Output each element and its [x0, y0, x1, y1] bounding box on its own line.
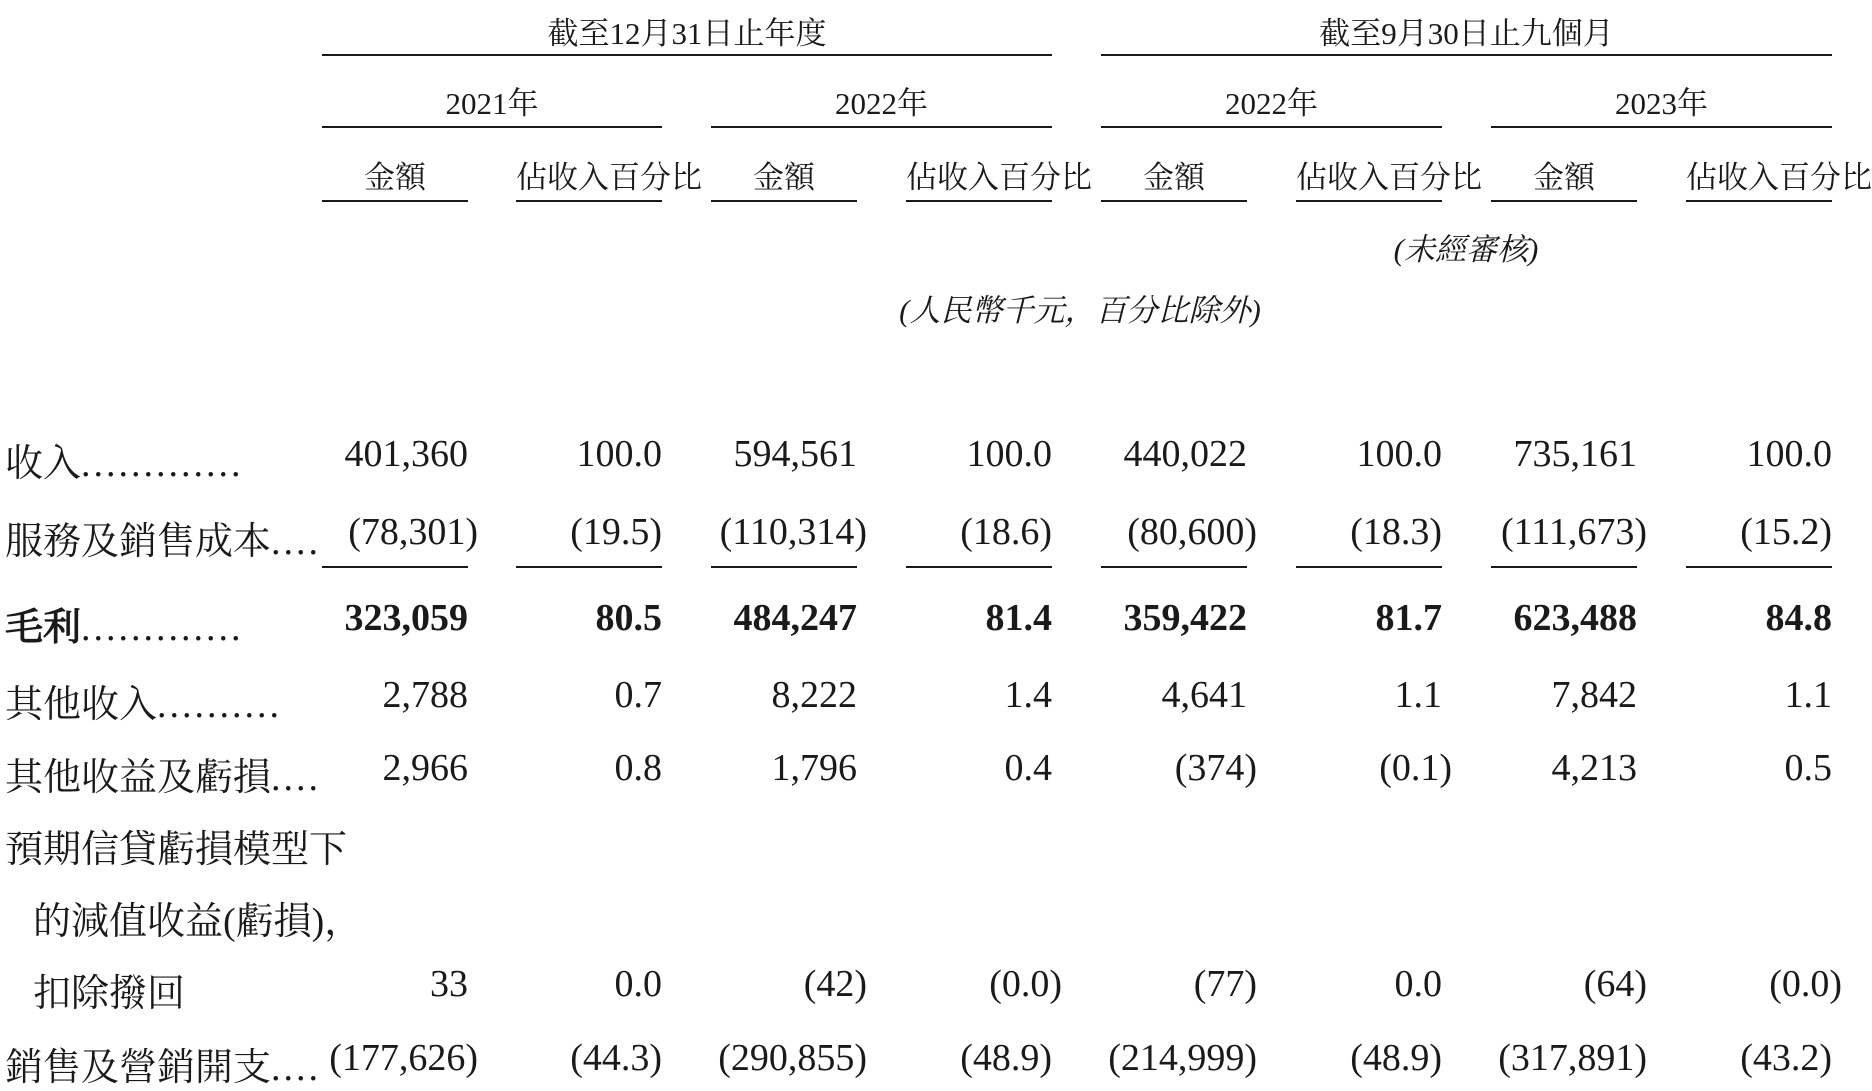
- cell-value: 1.1: [1394, 674, 1442, 716]
- row-label-text: 毛利: [5, 607, 82, 649]
- cell-value: (42): [803, 963, 867, 1005]
- row-label-impairment-line3: 扣除撥回: [33, 973, 186, 1015]
- dot-leader: .............: [81, 607, 244, 649]
- cell-value: 80.5: [595, 597, 662, 639]
- cell-value: 8,222: [771, 674, 857, 716]
- period-rule-fy: [322, 54, 1052, 56]
- col-label-amount: 金額: [364, 160, 426, 195]
- cell-value: (48.9): [1350, 1037, 1442, 1079]
- cell-value: 0.0: [1394, 963, 1442, 1005]
- cell-value: 81.4: [985, 597, 1052, 639]
- cell-value: 359,422: [1123, 597, 1247, 639]
- subtotal-rule: [1491, 566, 1637, 568]
- cell-value: (317,891): [1498, 1037, 1647, 1079]
- cell-value: (110,314): [719, 511, 867, 553]
- col-rule: [322, 200, 468, 202]
- cell-value: 1,796: [771, 747, 857, 789]
- period-header-fy: 截至12月31日止年度: [547, 16, 827, 51]
- cell-value: 33: [430, 963, 468, 1005]
- row-label-text: 銷售及營銷開支: [5, 1047, 272, 1089]
- dot-leader: ..........: [157, 684, 283, 726]
- cell-value: (78,301): [348, 511, 478, 553]
- cell-value: 4,641: [1161, 674, 1247, 716]
- cell-value: 0.4: [1004, 747, 1052, 789]
- cell-value: 401,360: [344, 433, 468, 475]
- cell-value: (18.3): [1350, 511, 1442, 553]
- subtotal-rule: [906, 566, 1052, 568]
- cell-value: 100.0: [966, 433, 1052, 475]
- year-header-2021: 2021年: [445, 86, 539, 121]
- year-header-2023: 2023年: [1615, 86, 1708, 121]
- year-rule-2022-9m: [1101, 126, 1442, 128]
- cell-value: (18.6): [960, 511, 1052, 553]
- cell-value: 100.0: [576, 433, 662, 475]
- unaudited-note: (未經審核): [1393, 232, 1539, 267]
- subtotal-rule: [322, 566, 468, 568]
- cell-value: 0.8: [614, 747, 662, 789]
- cell-value: (214,999): [1108, 1037, 1257, 1079]
- subtotal-rule: [1296, 566, 1442, 568]
- cell-value: 100.0: [1746, 433, 1832, 475]
- row-label-text: 服務及銷售成本: [5, 521, 272, 563]
- cell-value: 484,247: [733, 597, 857, 639]
- currency-note: (人民幣千元，百分比除外): [899, 293, 1261, 328]
- cell-value: (80,600): [1127, 511, 1257, 553]
- row-label-impairment-line1: 預期信貸虧損模型下: [5, 829, 348, 871]
- subtotal-rule: [1101, 566, 1247, 568]
- col-label-pct: 佔收入百分比: [1686, 160, 1872, 195]
- cell-value: 4,213: [1551, 747, 1637, 789]
- row-label-text: 收入: [5, 443, 82, 485]
- cell-value: (0.0): [1769, 963, 1842, 1005]
- row-label-text: 其他收入: [5, 684, 158, 726]
- row-label-other-gains-losses: [5, 746, 321, 801]
- year-header-2022-fy: 2022年: [835, 86, 928, 121]
- dot-leader: ....: [271, 757, 322, 799]
- cell-value: 100.0: [1356, 433, 1442, 475]
- cell-value: 623,488: [1513, 597, 1637, 639]
- cell-value: 0.0: [614, 963, 662, 1005]
- row-label-impairment-line2: 的減值收益(虧損)，: [33, 901, 363, 943]
- col-label-amount: 金額: [1143, 160, 1205, 195]
- col-label-pct: 佔收入百分比: [1296, 160, 1482, 195]
- cell-value: 0.5: [1784, 747, 1832, 789]
- col-label-pct: 佔收入百分比: [906, 160, 1092, 195]
- cell-value: (43.2): [1740, 1037, 1832, 1079]
- row-label-text: 其他收益及虧損: [5, 757, 272, 799]
- col-rule: [1491, 200, 1637, 202]
- row-label-selling-marketing: [5, 1036, 321, 1091]
- cell-value: 81.7: [1375, 597, 1442, 639]
- col-label-pct: 佔收入百分比: [516, 160, 702, 195]
- cell-value: (177,626): [329, 1037, 478, 1079]
- year-rule-2021: [322, 126, 662, 128]
- cell-value: 0.7: [614, 674, 662, 716]
- row-label-gross-profit: [5, 596, 244, 651]
- dot-leader: .............: [81, 443, 244, 485]
- row-label-other-income: [5, 673, 282, 728]
- subtotal-rule: [1686, 566, 1832, 568]
- cell-value: 2,788: [382, 674, 468, 716]
- cell-value: (15.2): [1740, 511, 1832, 553]
- cell-value: (0.0): [989, 963, 1062, 1005]
- cell-value: (19.5): [570, 511, 662, 553]
- cell-value: (77): [1193, 963, 1257, 1005]
- cell-value: 84.8: [1765, 597, 1832, 639]
- dot-leader: ....: [271, 521, 322, 563]
- cell-value: (44.3): [570, 1037, 662, 1079]
- cell-value: (374): [1174, 747, 1257, 789]
- subtotal-rule: [516, 566, 662, 568]
- year-header-2022-9m: 2022年: [1225, 86, 1318, 121]
- cell-value: 323,059: [344, 597, 468, 639]
- col-rule: [1686, 200, 1832, 202]
- cell-value: (290,855): [718, 1037, 867, 1079]
- cell-value: (64): [1583, 963, 1647, 1005]
- cell-value: 1.4: [1004, 674, 1052, 716]
- period-rule-9m: [1101, 54, 1832, 56]
- col-rule: [1101, 200, 1247, 202]
- year-rule-2022-fy: [711, 126, 1052, 128]
- year-rule-2023: [1491, 126, 1832, 128]
- cell-value: 735,161: [1513, 433, 1637, 475]
- cell-value: (48.9): [960, 1037, 1052, 1079]
- col-rule: [1296, 200, 1442, 202]
- col-label-amount: 金額: [753, 160, 815, 195]
- col-label-amount: 金額: [1533, 160, 1595, 195]
- cell-value: (0.1): [1379, 747, 1452, 789]
- cell-value: 594,561: [733, 433, 857, 475]
- period-header-9m: 截至9月30日止九個月: [1319, 16, 1614, 51]
- subtotal-rule: [711, 566, 857, 568]
- dot-leader: ....: [271, 1047, 322, 1089]
- col-rule: [711, 200, 857, 202]
- row-label-revenue: [5, 432, 244, 487]
- cell-value: 1.1: [1784, 674, 1832, 716]
- cell-value: 7,842: [1551, 674, 1637, 716]
- cell-value: 2,966: [382, 747, 468, 789]
- col-rule: [906, 200, 1052, 202]
- col-rule: [516, 200, 662, 202]
- row-label-cost-of-services: [5, 510, 321, 565]
- cell-value: (111,673): [1501, 511, 1647, 553]
- cell-value: 440,022: [1123, 433, 1247, 475]
